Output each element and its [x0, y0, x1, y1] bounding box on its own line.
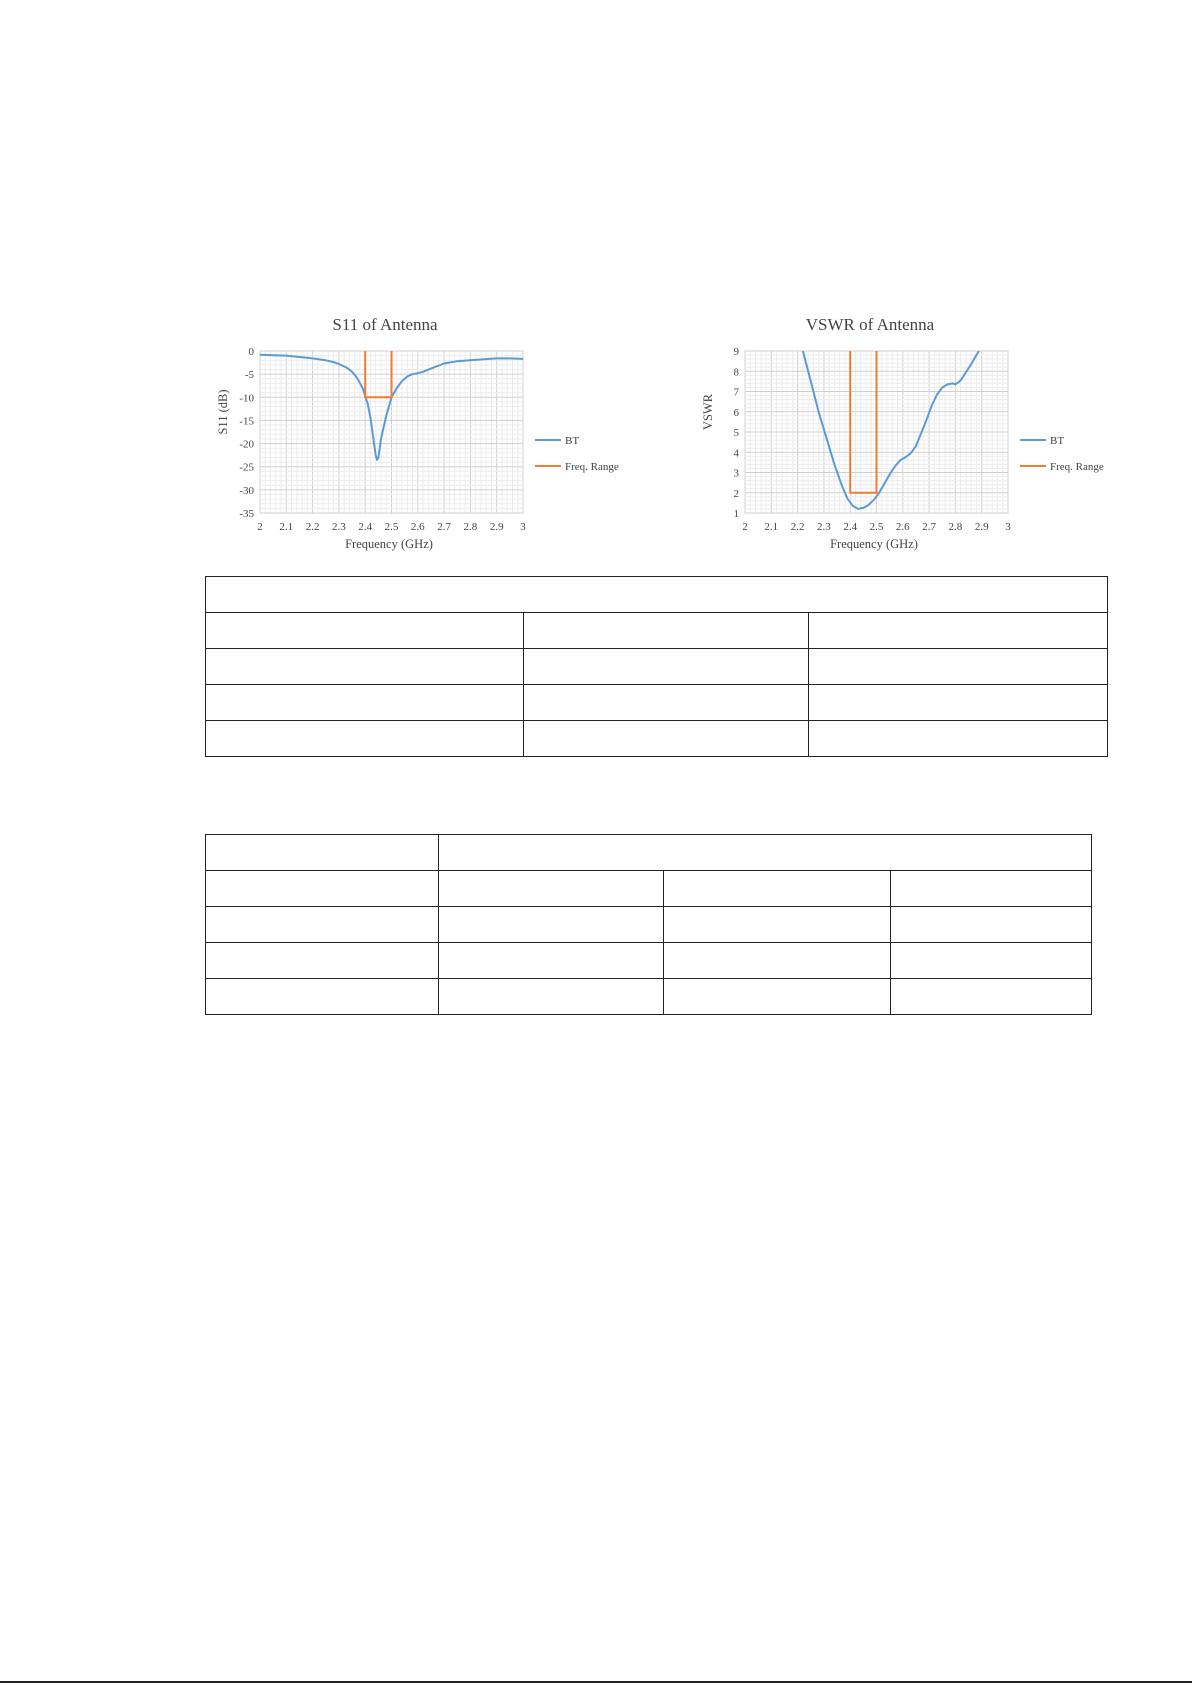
table-cell [206, 685, 524, 721]
y-tick-label: -5 [244, 369, 254, 382]
vswr-plot-area [734, 346, 1012, 533]
y-tick-label: -10 [239, 392, 254, 405]
table-row [206, 871, 1092, 907]
x-axis-label: Frequency (GHz) [345, 537, 433, 551]
y-axis-label: S11 (dB) [216, 389, 230, 435]
table-cell [438, 871, 664, 907]
x-tick-label: 2.6 [895, 521, 910, 533]
y-axis-label: VSWR [701, 393, 715, 431]
x-tick-label: 2.8 [948, 521, 963, 533]
table-cell [664, 943, 891, 979]
x-tick-label: 2.9 [489, 521, 504, 533]
y-tick-label: -30 [239, 484, 254, 497]
y-tick-label: 6 [733, 406, 739, 419]
table-cell [523, 685, 809, 721]
table-cell [664, 907, 891, 943]
y-tick-label: 7 [733, 386, 739, 399]
legend-label-bt: BT [565, 435, 580, 447]
table-cell [809, 685, 1108, 721]
y-tick-label: 3 [733, 467, 739, 480]
s11-chart [205, 308, 645, 558]
table-cell [891, 907, 1092, 943]
y-tick-label: 8 [733, 366, 739, 379]
table-cell [206, 871, 439, 907]
legend-label-freq-range: Freq. Range [565, 461, 619, 473]
x-tick-label: 2.5 [384, 521, 399, 533]
y-tick-label: 1 [733, 508, 739, 520]
table-cell [206, 613, 524, 649]
x-tick-label: 2.7 [437, 521, 451, 533]
table-cell [438, 943, 664, 979]
y-tick-label: 9 [733, 346, 739, 358]
table-cell [809, 721, 1108, 757]
table-cell [891, 871, 1092, 907]
footer-rule [0, 1681, 1192, 1683]
x-tick-label: 2.2 [790, 521, 805, 533]
x-tick-label: 3 [1005, 521, 1011, 533]
table-cell [206, 943, 439, 979]
table-row [206, 577, 1108, 613]
y-tick-label: -20 [239, 438, 254, 451]
table-cell [206, 835, 439, 871]
x-tick-label: 3 [520, 521, 526, 533]
table-row [206, 721, 1108, 757]
table-cell [664, 871, 891, 907]
x-tick-label: 2.4 [358, 521, 373, 533]
table-cell [206, 979, 439, 1015]
table-cell [438, 979, 664, 1015]
x-tick-label: 2 [257, 521, 263, 533]
legend-label-bt: BT [1050, 435, 1065, 447]
table-cell [523, 613, 809, 649]
y-tick-label: 4 [733, 447, 739, 460]
x-tick-label: 2.9 [974, 521, 989, 533]
chart-title: VSWR of Antenna [805, 315, 935, 334]
table-row [206, 613, 1108, 649]
table-row [206, 649, 1108, 685]
table-2 [205, 834, 1092, 1015]
table-cell [438, 907, 664, 943]
x-tick-label: 2.5 [869, 521, 884, 533]
table-1 [205, 576, 1108, 757]
table-cell [891, 979, 1092, 1015]
x-tick-label: 2.6 [410, 521, 425, 533]
table-cell [206, 577, 1108, 613]
y-tick-label: 2 [733, 487, 739, 500]
y-tick-label: -25 [239, 461, 254, 474]
table-cell [891, 943, 1092, 979]
x-tick-label: 2.2 [305, 521, 320, 533]
y-tick-label: 0 [248, 346, 254, 358]
vswr-chart-svg [690, 308, 1130, 558]
x-tick-label: 2.3 [817, 521, 831, 533]
table-cell [438, 835, 1091, 871]
table-row [206, 907, 1092, 943]
table-cell [664, 979, 891, 1015]
x-tick-label: 2.3 [332, 521, 346, 533]
vswr-chart [690, 308, 1130, 558]
y-tick-label: -15 [239, 415, 254, 428]
table-row [206, 979, 1092, 1015]
x-tick-label: 2.8 [463, 521, 478, 533]
x-tick-label: 2.1 [764, 521, 779, 533]
table-row [206, 943, 1092, 979]
x-tick-label: 2.4 [843, 521, 858, 533]
s11-chart-svg [205, 308, 645, 558]
s11-plot-area [239, 346, 526, 533]
x-axis-label: Frequency (GHz) [830, 537, 918, 551]
table-row [206, 685, 1108, 721]
table-cell [523, 649, 809, 685]
chart-title: S11 of Antenna [332, 315, 438, 334]
x-tick-label: 2.7 [922, 521, 936, 533]
table-cell [809, 649, 1108, 685]
s11-legend [535, 435, 619, 473]
x-tick-label: 2.1 [279, 521, 294, 533]
y-tick-label: 5 [733, 427, 739, 439]
y-tick-label: -35 [239, 508, 254, 520]
x-tick-label: 2 [742, 521, 748, 533]
table-cell [523, 721, 809, 757]
legend-label-freq-range: Freq. Range [1050, 461, 1104, 473]
table-cell [206, 907, 439, 943]
table-cell [206, 721, 524, 757]
table-row [206, 835, 1092, 871]
vswr-legend [1020, 435, 1104, 473]
table-cell [809, 613, 1108, 649]
table-cell [206, 649, 524, 685]
